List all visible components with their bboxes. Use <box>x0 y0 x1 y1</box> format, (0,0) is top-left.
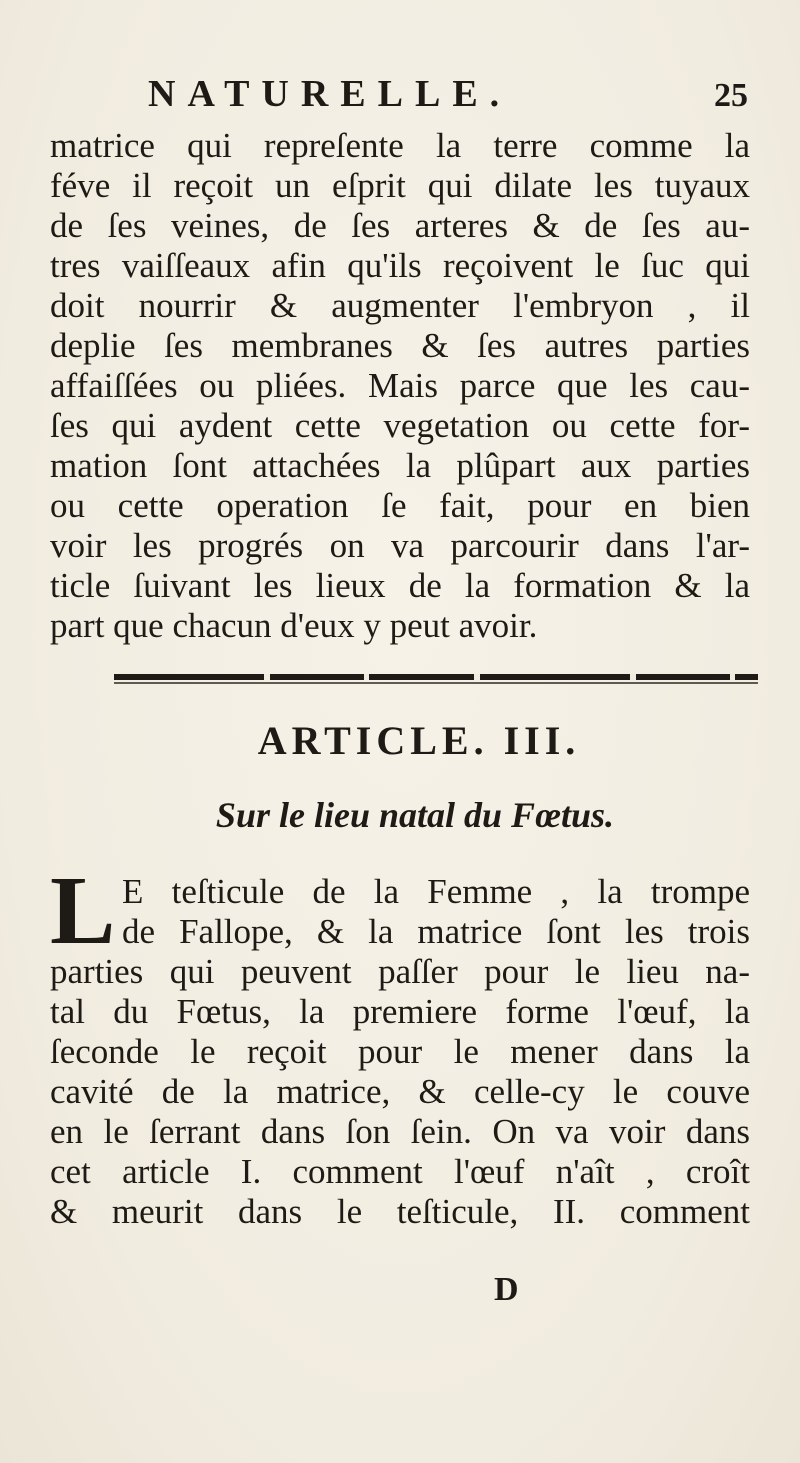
text-line: mation ſont attachées la plûpart aux parties <box>50 446 750 485</box>
text-line: part que chacun d'eux y peut avoir. <box>50 606 538 645</box>
drop-cap: L <box>50 857 116 965</box>
text-line: en le ſerrant dans ſon ſein. On va voir dans <box>50 1112 750 1151</box>
page-number: 25 <box>714 77 748 114</box>
text-line: parties qui peuvent paſſer pour le lieu na- <box>50 952 750 991</box>
running-head <box>148 72 748 116</box>
text-line: cavité de la matrice, & celle-cy le couve <box>50 1072 750 1111</box>
paragraph-2 <box>50 952 750 1232</box>
text-line: de Fallope, & la matrice ſont les trois <box>122 912 750 951</box>
text-line: ſeconde le reçoit pour le mener dans la <box>50 1032 750 1071</box>
decorative-rule <box>114 674 758 680</box>
text-line: ſes qui aydent cette vegetation ou cette for- <box>50 406 750 445</box>
text-line: E teſticule de la Femme , la trompe <box>122 872 750 911</box>
catchword: D <box>494 1271 519 1308</box>
text-line: voir les progrés on va parcourir dans l'ar- <box>50 526 750 565</box>
text-line: ticle ſuivant les lieux de la formation & la <box>50 566 750 605</box>
decorative-rule-thin <box>114 682 758 684</box>
text-line: deplie ſes membranes & ſes autres parties <box>50 326 750 365</box>
text-line: affaiſſées ou pliées. Mais parce que les cau- <box>50 366 750 405</box>
text-line: matrice qui repreſente la terre comme la <box>50 126 750 165</box>
text-line: ou cette operation ſe fait, pour en bien <box>50 486 750 525</box>
text-line: doit nourrir & augmenter l'embryon , il <box>50 286 750 325</box>
paragraph-1 <box>50 126 750 646</box>
article-title: ARTICLE. III. <box>257 718 581 763</box>
paragraph-2-indented <box>122 872 750 952</box>
text-line: & meurit dans le teſticule, II. comment <box>50 1192 750 1231</box>
text-line: tal du Fœtus, la premiere forme l'œuf, la <box>50 992 750 1031</box>
text-line: tres vaiſſeaux afin qu'ils reçoivent le ſuc qui <box>50 246 750 285</box>
text-line: cet article I. comment l'œuf n'aît , croît <box>50 1152 750 1191</box>
running-title: NATURELLE. <box>148 73 512 115</box>
text-line: de ſes veines, de ſes arteres & de ſes au- <box>50 206 750 245</box>
article-subtitle: Sur le lieu natal du Fœtus. <box>215 795 615 835</box>
text-line: féve il reçoit un eſprit qui dilate les tuyaux <box>50 166 750 205</box>
